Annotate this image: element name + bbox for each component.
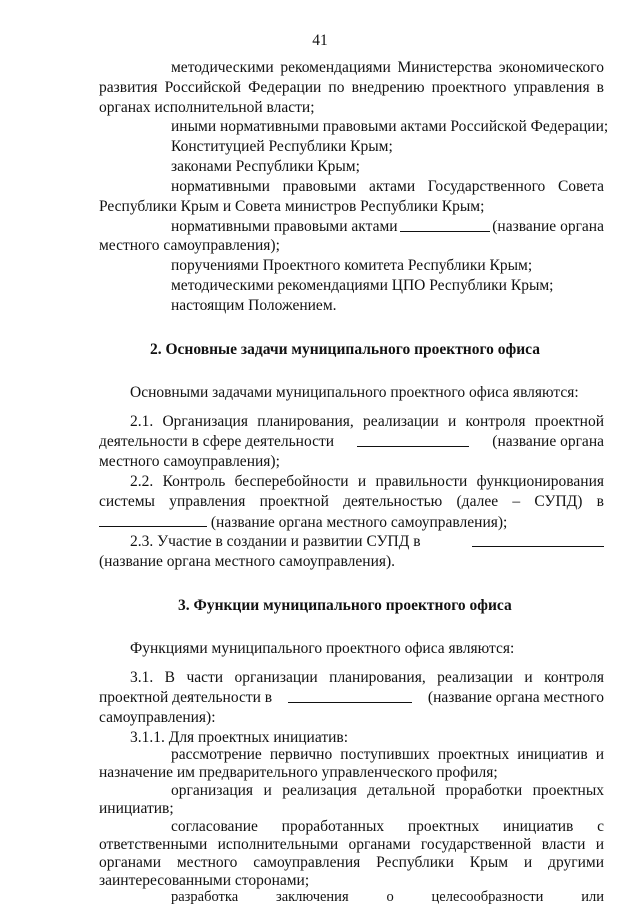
section-heading: 2. Основные задачи муниципального проектного офиса <box>150 341 540 358</box>
list-item: согласование проработанных проектных инициатив с <box>171 818 604 835</box>
list-item: Конституцией Республики Крым; <box>171 138 393 155</box>
list-item: методическими рекомендациями ЦПО Республики Крым; <box>171 277 554 294</box>
text-line: инициатив; <box>99 800 174 817</box>
text-line: назначение им предварительного управленческого профиля; <box>99 764 498 781</box>
text-line: 2.2. Контроль бесперебойности и правильности функционирования <box>130 473 604 490</box>
list-item: нормативными правовыми актами Государственного Совета <box>171 178 604 195</box>
blank-field <box>357 432 469 447</box>
blank-field <box>400 217 490 232</box>
paragraph: Функциями муниципального проектного офиса являются: <box>130 640 515 657</box>
list-item: рассмотрение первично поступивших проектных инициатив и <box>171 746 604 763</box>
paragraph: Основными задачами муниципального проектного офиса являются: <box>130 384 579 401</box>
text-line: (название органа местного самоуправления). <box>99 553 396 570</box>
list-item: иными нормативными правовыми актами Российской Федерации; <box>171 118 609 135</box>
text-fragment: нормативными правовыми актами <box>171 218 398 235</box>
text-fragment: (название органа местного <box>427 689 604 706</box>
blank-field <box>472 532 604 547</box>
text-line: ответственными исполнительными органами государственной власти и <box>99 836 604 853</box>
list-item: законами Республики Крым; <box>171 158 360 175</box>
blank-field <box>99 512 207 527</box>
section-heading: 3. Функции муниципального проектного офиса <box>178 597 512 614</box>
text-line: органами местного самоуправления Республики Крым и другими <box>99 854 604 871</box>
text-fragment: (название органа <box>492 218 604 235</box>
text-fragment: (название органа <box>492 433 604 450</box>
list-item: организация и реализация детальной проработки проектных <box>171 782 604 799</box>
text-line: развития Российской Федерации по внедрению проектного управления в <box>99 79 604 96</box>
text-fragment: деятельности в сфере деятельности <box>99 433 335 450</box>
text-line: местного самоуправления); <box>99 237 280 254</box>
text-line <box>99 432 604 452</box>
subsection-title: 3.1.1. Для проектных инициатив: <box>130 729 349 746</box>
text-line: 3.1. В части организации планирования, реализации и контроля <box>130 669 604 686</box>
text-line: методическими рекомендациями Министерства экономического <box>171 59 604 76</box>
text-fragment: 2.3. Участие в создании и развитии СУПД в <box>130 533 421 550</box>
text-line: Республики Крым и Совета министров Республики Крым; <box>99 198 485 215</box>
text-fragment: (название органа местного самоуправления); <box>210 514 508 531</box>
text-line: органах исполнительной власти; <box>99 99 315 116</box>
page-number: 41 <box>312 32 328 49</box>
text-line: заинтересованными сторонами; <box>99 872 310 889</box>
text-line <box>130 532 604 552</box>
list-item <box>171 217 604 237</box>
list-item: разработка заключения о целесообразности или <box>171 889 604 905</box>
text-line <box>99 688 604 708</box>
text-line: системы управления проектной деятельностью (далее – СУПД) в <box>99 493 604 510</box>
text-fragment: проектной деятельности в <box>99 689 273 706</box>
list-item: поручениями Проектного комитета Республики Крым; <box>171 257 533 274</box>
blank-field <box>288 688 412 703</box>
text-line: местного самоуправления); <box>99 453 280 470</box>
text-line: самоуправления): <box>99 709 216 726</box>
text-line: 2.1. Организация планирования, реализации и контроля проектной <box>130 413 604 430</box>
text-line <box>99 512 604 533</box>
list-item: настоящим Положением. <box>171 297 337 314</box>
